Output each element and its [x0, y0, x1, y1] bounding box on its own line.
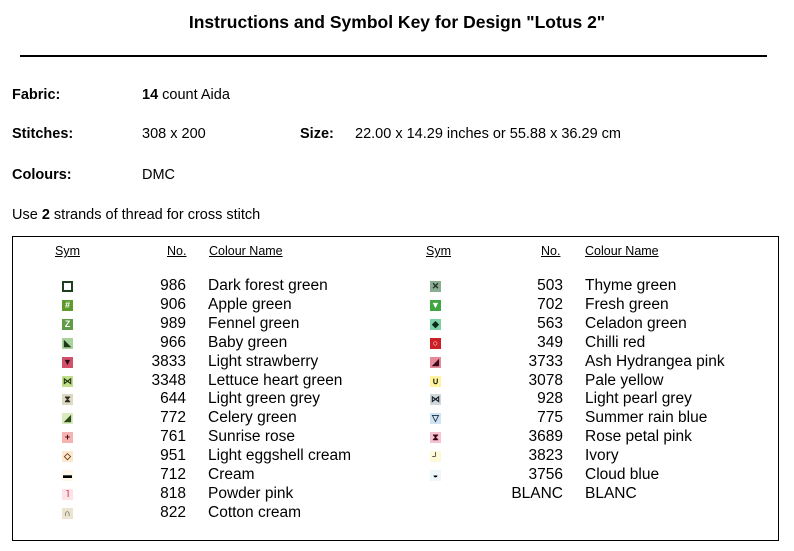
dmc-number: 712: [160, 466, 186, 483]
colour-name: Cream: [208, 466, 255, 483]
colour-name: Sunrise rose: [208, 428, 296, 445]
colour-name: Light strawberry: [208, 353, 319, 370]
hollow-square-icon: [62, 281, 73, 292]
dmc-number: 563: [537, 315, 563, 332]
no-header-left: No.: [167, 244, 187, 258]
diamond-icon: ◇: [62, 451, 73, 462]
dmc-number: 3348: [151, 372, 186, 389]
colour-name: Light eggshell cream: [208, 447, 352, 464]
dmc-number: 3689: [528, 428, 563, 445]
colour-name: Chilli red: [585, 334, 646, 351]
colour-name: Cotton cream: [208, 504, 302, 521]
colour-name: Fresh green: [585, 296, 669, 313]
colour-name-header-left: Colour Name: [209, 244, 283, 258]
hourglass-icon: ⧗: [430, 432, 441, 443]
colour-name: Light green grey: [208, 390, 321, 407]
colour-name: Celery green: [208, 409, 297, 426]
colour-name: Baby green: [208, 334, 288, 351]
colour-name: Celadon green: [585, 315, 687, 332]
dmc-number: 818: [160, 485, 186, 502]
corner-triangle-icon: ◣: [62, 338, 73, 349]
colour-name: BLANC: [585, 485, 637, 502]
strands-suffix: strands of thread for cross stitch: [49, 207, 261, 223]
colours-value: DMC: [142, 167, 176, 183]
z-letter-icon: Z: [62, 319, 73, 330]
dmc-number: 772: [160, 409, 186, 426]
colour-name: Fennel green: [208, 315, 300, 332]
stitches-label: Stitches:: [12, 126, 74, 142]
colour-name: Ash Hydrangea pink: [585, 353, 725, 370]
colours-label: Colours:: [12, 167, 72, 183]
strands-instruction: [12, 207, 260, 223]
dmc-number: 986: [160, 277, 186, 294]
dmc-number: 503: [537, 277, 563, 294]
hourglass-icon: ⧗: [62, 394, 73, 405]
diamond-icon: ◆: [430, 319, 441, 330]
plus-icon: +: [62, 432, 73, 443]
bowtie-icon: ⋈: [431, 394, 440, 404]
fabric-value: [142, 87, 230, 103]
colour-name: Summer rain blue: [585, 409, 708, 426]
colour-name: Thyme green: [585, 277, 677, 294]
dmc-number: 822: [160, 504, 186, 521]
dmc-number: 3823: [528, 447, 563, 464]
colour-name: Lettuce heart green: [208, 372, 343, 389]
corner-bracket-icon: ┘: [430, 451, 441, 462]
fabric-count: 14: [142, 87, 159, 103]
corner-triangle-icon: ◢: [62, 413, 73, 424]
sym-header-right: Sym: [426, 244, 451, 258]
title-underline: [20, 55, 767, 57]
bar-icon: ▬: [63, 470, 72, 480]
colour-name: Cloud blue: [585, 466, 660, 483]
page-title: Instructions and Symbol Key for Design "Lotus 2": [188, 12, 606, 32]
colour-name: Powder pink: [208, 485, 294, 502]
no-header-right: No.: [541, 244, 561, 258]
corner-bracket-icon: ˥: [62, 489, 73, 500]
down-triangle-icon: ▼: [63, 357, 72, 367]
strands-count: 2: [41, 207, 50, 223]
dmc-number: 644: [160, 390, 186, 407]
dmc-number: 906: [160, 296, 186, 313]
size-value: 22.00 x 14.29 inches or 55.88 x 36.29 cm: [355, 126, 622, 142]
dmc-number: 3756: [528, 466, 563, 483]
stitches-value: 308 x 200: [142, 126, 206, 142]
half-circle-icon: ◒: [430, 470, 441, 481]
dmc-number: 702: [537, 296, 563, 313]
fabric-label: Fabric:: [12, 87, 61, 103]
hash-icon: #: [62, 300, 73, 311]
fabric-type: count Aida: [158, 87, 230, 103]
dmc-number: 989: [160, 315, 186, 332]
dmc-number: 3078: [528, 372, 563, 389]
corner-triangle-icon: ◢: [430, 357, 441, 368]
sym-header-left: Sym: [55, 244, 80, 258]
size-label: Size:: [300, 126, 334, 142]
cross-icon: ✕: [431, 281, 440, 291]
cup-icon: ∪: [430, 376, 441, 387]
colour-name-header-right: Colour Name: [585, 244, 659, 258]
dmc-number: 349: [537, 334, 563, 351]
down-triangle-icon: ▼: [431, 300, 440, 310]
down-triangle-outline-icon: ▽: [430, 413, 441, 424]
dmc-number: 966: [160, 334, 186, 351]
dmc-number: 3833: [151, 353, 186, 370]
dmc-number: 3733: [528, 353, 563, 370]
bowtie-icon: ⋈: [63, 376, 72, 386]
colour-name: Light pearl grey: [585, 390, 692, 407]
arch-icon: ∩: [62, 508, 73, 519]
colour-name: Dark forest green: [208, 277, 328, 294]
dmc-number: 951: [160, 447, 186, 464]
colour-name: Pale yellow: [585, 372, 664, 389]
strands-prefix: Use: [12, 207, 42, 223]
dmc-number: 775: [537, 409, 563, 426]
colour-name: Apple green: [208, 296, 292, 313]
colour-name: Rose petal pink: [585, 428, 692, 445]
colour-name: Ivory: [585, 447, 619, 464]
dmc-number: 928: [537, 390, 563, 407]
dmc-number: 761: [160, 428, 186, 445]
circle-icon: ○: [430, 338, 441, 349]
dmc-number: BLANC: [511, 485, 563, 502]
blank-square-icon: [430, 489, 441, 500]
